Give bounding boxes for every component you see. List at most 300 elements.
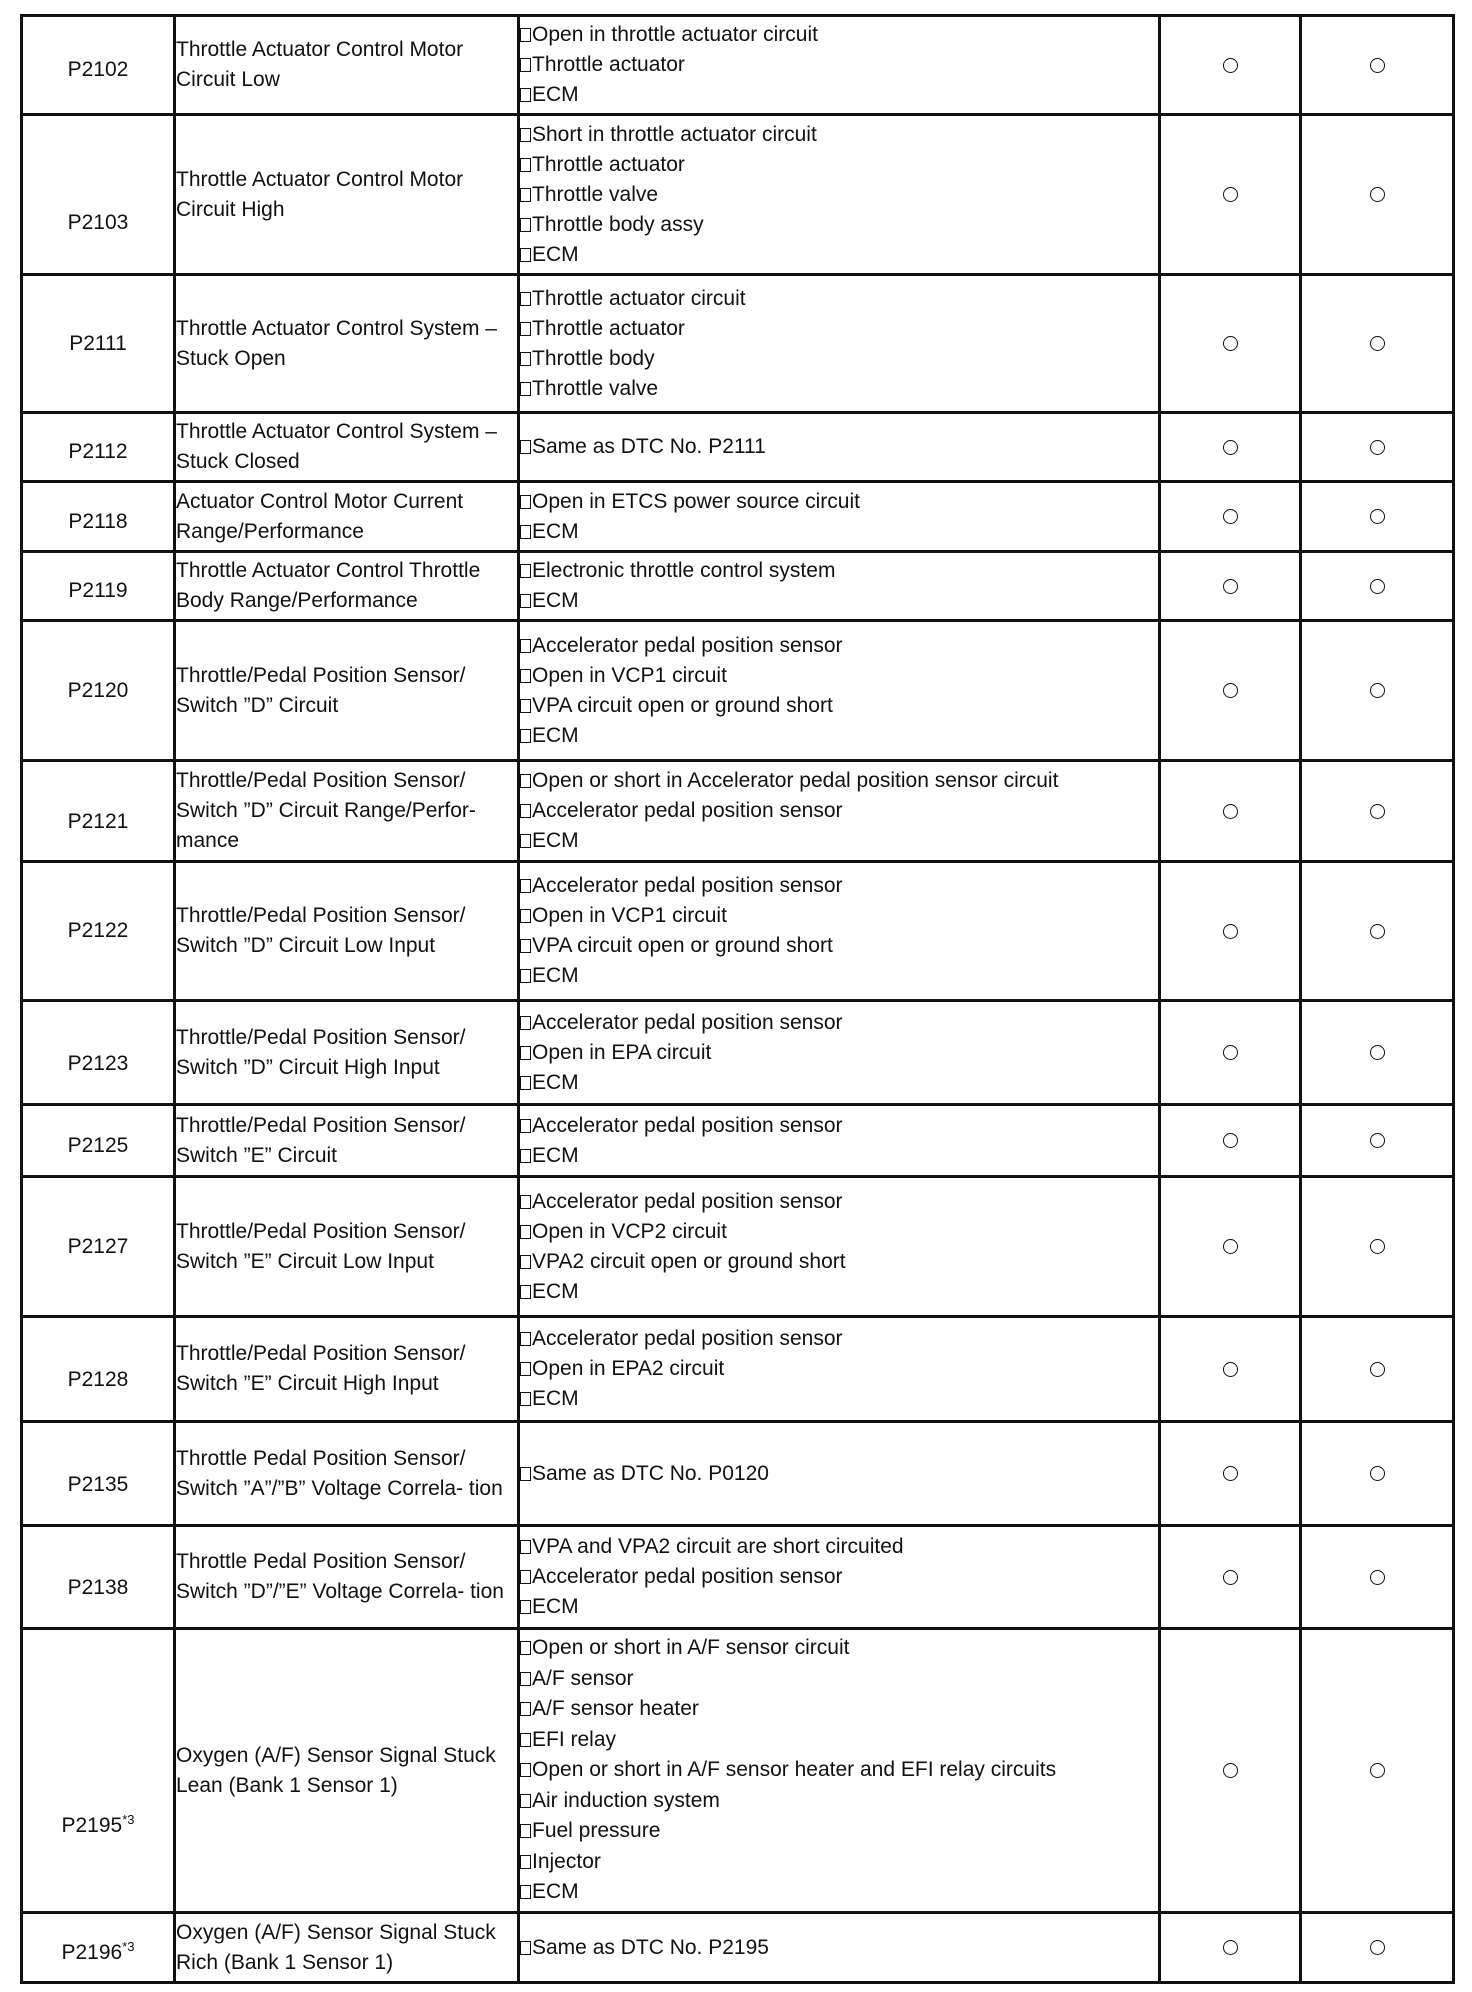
circle-icon [1370, 336, 1385, 351]
list-item [520, 150, 1158, 180]
trouble-area-text: ECM [532, 242, 579, 266]
dtc-code: P2121 [67, 810, 129, 833]
dtc-code: P2128 [67, 1368, 129, 1391]
mil-cell [1160, 115, 1301, 275]
trouble-area-text: Throttle actuator circuit [532, 286, 746, 310]
checkbox-icon [520, 1794, 531, 1808]
list-item [520, 432, 1158, 462]
trouble-area-list [519, 413, 1160, 482]
trouble-area-text: Throttle body [532, 346, 655, 370]
trouble-area-text: Accelerator pedal position sensor [532, 1327, 843, 1350]
trouble-area-text: Open in VCP1 circuit [532, 904, 727, 927]
memory-cell [1301, 413, 1454, 482]
footnote-mark: *3 [122, 1811, 135, 1827]
table-row [22, 552, 1454, 621]
dtc-code-cell [22, 16, 175, 115]
checkbox-icon [520, 1702, 531, 1716]
checkbox-icon [520, 218, 531, 232]
table-row [22, 1105, 1454, 1177]
footnote-mark: *3 [122, 1938, 135, 1954]
trouble-area-text: Fuel pressure [532, 1819, 661, 1843]
checkbox-icon [520, 28, 531, 42]
trouble-area-text: A/F sensor [532, 1666, 634, 1690]
circle-icon [1223, 1239, 1238, 1254]
detection-item: Throttle/Pedal Position Sensor/ Switch ”E” Circuit High Input [175, 1317, 519, 1422]
trouble-area-text: ECM [532, 519, 579, 543]
circle-icon [1370, 579, 1385, 594]
trouble-area-text: Throttle body assy [532, 212, 704, 236]
trouble-area-text: ECM [532, 1279, 579, 1303]
trouble-area-text: Throttle valve [532, 182, 659, 206]
trouble-area-list [519, 1526, 1160, 1629]
detection-item: Throttle/Pedal Position Sensor/ Switch ”D” Circuit [175, 621, 519, 761]
checkbox-icon [520, 1855, 531, 1869]
checkbox-icon [520, 879, 531, 893]
list-item [520, 1068, 1158, 1098]
table-row [22, 761, 1454, 862]
dtc-code-cell [22, 1177, 175, 1317]
circle-icon [1370, 1763, 1385, 1778]
list-item [520, 1354, 1158, 1384]
dtc-code: P2111 [69, 331, 127, 355]
circle-icon [1370, 1133, 1385, 1148]
trouble-area-list [519, 1001, 1160, 1105]
list-item [520, 1694, 1158, 1725]
trouble-area-text: Open in ETCS power source circuit [532, 489, 860, 513]
circle-icon [1370, 440, 1385, 455]
list-item [520, 931, 1158, 961]
circle-icon [1223, 924, 1238, 939]
circle-icon [1370, 683, 1385, 698]
checkbox-icon [520, 322, 531, 336]
list-item [520, 1459, 1158, 1489]
list-item [520, 1592, 1158, 1622]
checkbox-icon [520, 564, 531, 578]
table-row [22, 16, 1454, 115]
mil-cell [1160, 862, 1301, 1001]
circle-icon [1223, 1570, 1238, 1585]
trouble-area-text: A/F sensor heater [532, 1697, 699, 1721]
list-item [520, 826, 1158, 856]
mil-cell [1160, 1526, 1301, 1629]
trouble-area-text: ECM [532, 964, 579, 987]
trouble-area-text: VPA2 circuit open or ground short [532, 1249, 846, 1273]
memory-cell [1301, 482, 1454, 552]
circle-icon [1223, 1133, 1238, 1148]
table-row [22, 1422, 1454, 1526]
checkbox-icon [520, 1763, 531, 1777]
checkbox-icon [520, 1540, 531, 1554]
mil-cell [1160, 1913, 1301, 1983]
checkbox-icon [520, 909, 531, 923]
list-item [520, 721, 1158, 751]
checkbox-icon [520, 495, 531, 509]
dtc-code-cell [22, 115, 175, 275]
circle-icon [1370, 58, 1385, 73]
trouble-area-text: Open or short in Accelerator pedal position sensor circuit [532, 769, 1059, 792]
dtc-code-cell [22, 1422, 175, 1526]
table-row [22, 1629, 1454, 1913]
list-item [520, 796, 1158, 826]
dtc-code-cell [22, 1001, 175, 1105]
checkbox-icon [520, 1149, 531, 1163]
detection-item: Throttle Actuator Control Motor Circuit High [175, 115, 519, 275]
trouble-area-text: Throttle actuator [532, 53, 685, 76]
dtc-code: P2118 [68, 509, 128, 533]
list-item [520, 1384, 1158, 1414]
dtc-code: P2125 [67, 1133, 129, 1157]
list-item [520, 1247, 1158, 1277]
checkbox-icon [520, 669, 531, 683]
mil-cell [1160, 761, 1301, 862]
memory-cell [1301, 552, 1454, 621]
circle-icon [1223, 336, 1238, 351]
trouble-area-text: ECM [532, 1387, 579, 1410]
table-row [22, 1526, 1454, 1629]
trouble-area-text: ECM [532, 723, 579, 747]
memory-cell [1301, 16, 1454, 115]
detection-item: Oxygen (A/F) Sensor Signal Stuck Rich (Bank 1 Sensor 1) [175, 1913, 519, 1983]
list-item [520, 1141, 1158, 1171]
list-item [520, 1633, 1158, 1664]
circle-icon [1223, 440, 1238, 455]
trouble-area-text: Open or short in A/F sensor heater and EFI relay circuits [532, 1758, 1057, 1782]
detection-item: Throttle Pedal Position Sensor/ Switch ”D”/”E” Voltage Correla- tion [175, 1526, 519, 1629]
list-item [520, 180, 1158, 210]
checkbox-icon [520, 1046, 531, 1060]
dtc-code: P2122 [67, 919, 129, 942]
dtc-table-page [20, 14, 1455, 1984]
list-item [520, 871, 1158, 901]
dtc-code-cell [22, 761, 175, 862]
dtc-code: P2103 [67, 210, 129, 234]
list-item [520, 487, 1158, 517]
circle-icon [1370, 187, 1385, 202]
trouble-area-text: Accelerator pedal position sensor [532, 1010, 843, 1034]
list-item [520, 1111, 1158, 1141]
trouble-area-text: Open in EPA circuit [532, 1040, 712, 1064]
circle-icon [1370, 1570, 1385, 1585]
checkbox-icon [520, 248, 531, 262]
checkbox-icon [520, 1641, 531, 1655]
dtc-code: P2112 [68, 440, 128, 463]
checkbox-icon [520, 639, 531, 653]
circle-icon [1223, 187, 1238, 202]
checkbox-icon [520, 1885, 531, 1899]
trouble-area-list [519, 1177, 1160, 1317]
trouble-area-text: Open in throttle actuator circuit [532, 23, 818, 46]
checkbox-icon [520, 1570, 531, 1584]
trouble-area-text: Accelerator pedal position sensor [532, 1565, 843, 1588]
dtc-code: P2196 [61, 1940, 123, 1964]
memory-cell [1301, 275, 1454, 413]
memory-cell [1301, 1913, 1454, 1983]
detection-item: Throttle Actuator Control System – Stuck Closed [175, 413, 519, 482]
checkbox-icon [520, 774, 531, 788]
dtc-code-cell [22, 552, 175, 621]
checkbox-icon [520, 382, 531, 396]
list-item [520, 586, 1158, 616]
memory-cell [1301, 1629, 1454, 1913]
checkbox-icon [520, 1672, 531, 1686]
memory-cell [1301, 621, 1454, 761]
checkbox-icon [520, 594, 531, 608]
list-item [520, 961, 1158, 991]
checkbox-icon [520, 188, 531, 202]
detection-item: Throttle/Pedal Position Sensor/ Switch ”D” Circuit High Input [175, 1001, 519, 1105]
checkbox-icon [520, 804, 531, 818]
circle-icon [1223, 804, 1238, 819]
table-row [22, 1913, 1454, 1983]
mil-cell [1160, 1001, 1301, 1105]
mil-cell [1160, 552, 1301, 621]
circle-icon [1223, 1940, 1238, 1955]
trouble-area-list [519, 621, 1160, 761]
dtc-code-cell [22, 1317, 175, 1422]
memory-cell [1301, 1105, 1454, 1177]
list-item [520, 1847, 1158, 1878]
trouble-area-text: Throttle actuator [532, 316, 685, 340]
list-item [520, 901, 1158, 931]
checkbox-icon [520, 834, 531, 848]
circle-icon [1370, 1239, 1385, 1254]
dtc-code: P2135 [67, 1472, 129, 1496]
checkbox-icon [520, 128, 531, 142]
circle-icon [1223, 58, 1238, 73]
list-item [520, 284, 1158, 314]
detection-item: Throttle Pedal Position Sensor/ Switch ”A”/”B” Voltage Correla- tion [175, 1422, 519, 1526]
checkbox-icon [520, 1255, 531, 1269]
checkbox-icon [520, 1824, 531, 1838]
table-row [22, 482, 1454, 552]
checkbox-icon [520, 1285, 531, 1299]
detection-item: Throttle/Pedal Position Sensor/ Switch ”E” Circuit [175, 1105, 519, 1177]
list-item [520, 631, 1158, 661]
memory-cell [1301, 761, 1454, 862]
checkbox-icon [520, 1362, 531, 1376]
trouble-area-text: Same as DTC No. P2111 [532, 435, 766, 458]
checkbox-icon [520, 1467, 531, 1481]
trouble-area-text: VPA circuit open or ground short [532, 693, 833, 717]
dtc-code-cell [22, 1526, 175, 1629]
detection-item: Throttle Actuator Control Motor Circuit Low [175, 16, 519, 115]
mil-cell [1160, 16, 1301, 115]
table-row [22, 862, 1454, 1001]
trouble-area-text: Accelerator pedal position sensor [532, 1189, 843, 1213]
trouble-area-list [519, 862, 1160, 1001]
trouble-area-text: Open in VCP2 circuit [532, 1219, 727, 1243]
list-item [520, 1877, 1158, 1908]
table-row [22, 1317, 1454, 1422]
circle-icon [1370, 804, 1385, 819]
list-item [520, 1933, 1158, 1963]
checkbox-icon [520, 1332, 531, 1346]
trouble-area-text: Same as DTC No. P0120 [532, 1461, 769, 1485]
list-item [520, 1725, 1158, 1756]
trouble-area-text: Electronic throttle control system [532, 559, 836, 582]
circle-icon [1223, 683, 1238, 698]
table-row [22, 1177, 1454, 1317]
circle-icon [1223, 509, 1238, 524]
trouble-area-text: VPA circuit open or ground short [532, 934, 833, 957]
dtc-code-cell [22, 1913, 175, 1983]
list-item [520, 766, 1158, 796]
mil-cell [1160, 1105, 1301, 1177]
list-item [520, 1038, 1158, 1068]
table-row [22, 413, 1454, 482]
circle-icon [1223, 579, 1238, 594]
table-row [22, 1001, 1454, 1105]
list-item [520, 20, 1158, 50]
list-item [520, 240, 1158, 270]
checkbox-icon [520, 1733, 531, 1747]
trouble-area-text: Short in throttle actuator circuit [532, 122, 817, 146]
circle-icon [1223, 1466, 1238, 1481]
list-item [520, 1008, 1158, 1038]
circle-icon [1223, 1763, 1238, 1778]
circle-icon [1370, 1362, 1385, 1377]
checkbox-icon [520, 352, 531, 366]
memory-cell [1301, 862, 1454, 1001]
dtc-code-cell [22, 1105, 175, 1177]
memory-cell [1301, 1001, 1454, 1105]
mil-cell [1160, 621, 1301, 761]
checkbox-icon [520, 1600, 531, 1614]
dtc-code-cell [22, 413, 175, 482]
trouble-area-text: ECM [532, 83, 579, 106]
list-item [520, 1786, 1158, 1817]
circle-icon [1370, 924, 1385, 939]
trouble-area-text: ECM [532, 829, 579, 852]
checkbox-icon [520, 1195, 531, 1209]
trouble-area-list [519, 115, 1160, 275]
dtc-code: P2119 [68, 579, 128, 602]
dtc-code-cell [22, 1629, 175, 1913]
trouble-area-text: ECM [532, 1595, 579, 1618]
list-item [520, 1562, 1158, 1592]
list-item [520, 344, 1158, 374]
dtc-code: P2127 [67, 1234, 129, 1258]
checkbox-icon [520, 699, 531, 713]
trouble-area-text: ECM [532, 589, 579, 612]
table-row [22, 115, 1454, 275]
detection-item: Actuator Control Motor Current Range/Performance [175, 482, 519, 552]
detection-item: Throttle/Pedal Position Sensor/ Switch ”E” Circuit Low Input [175, 1177, 519, 1317]
mil-cell [1160, 1422, 1301, 1526]
checkbox-icon [520, 939, 531, 953]
list-item [520, 1187, 1158, 1217]
trouble-area-text: ECM [532, 1143, 579, 1167]
trouble-area-list [519, 1629, 1160, 1913]
trouble-area-list [519, 275, 1160, 413]
trouble-area-text: Open in EPA2 circuit [532, 1357, 725, 1380]
list-item [520, 210, 1158, 240]
list-item [520, 1664, 1158, 1695]
checkbox-icon [520, 1225, 531, 1239]
list-item [520, 120, 1158, 150]
checkbox-icon [520, 88, 531, 102]
list-item [520, 1532, 1158, 1562]
list-item [520, 1324, 1158, 1354]
circle-icon [1223, 1362, 1238, 1377]
trouble-area-text: Accelerator pedal position sensor [532, 874, 843, 897]
dtc-code: P2123 [67, 1051, 129, 1075]
detection-item: Throttle Actuator Control System – Stuck Open [175, 275, 519, 413]
detection-item: Throttle/Pedal Position Sensor/ Switch ”D” Circuit Low Input [175, 862, 519, 1001]
trouble-area-list [519, 552, 1160, 621]
circle-icon [1370, 1045, 1385, 1060]
table-row [22, 275, 1454, 413]
trouble-area-text: Throttle valve [532, 376, 659, 400]
checkbox-icon [520, 440, 531, 454]
detection-item: Oxygen (A/F) Sensor Signal Stuck Lean (Bank 1 Sensor 1) [175, 1629, 519, 1913]
trouble-area-list [519, 761, 1160, 862]
list-item [520, 374, 1158, 404]
dtc-code-cell [22, 621, 175, 761]
dtc-table [20, 14, 1455, 1984]
list-item [520, 1755, 1158, 1786]
trouble-area-list [519, 482, 1160, 552]
mil-cell [1160, 1177, 1301, 1317]
trouble-area-list [519, 1317, 1160, 1422]
list-item [520, 556, 1158, 586]
checkbox-icon [520, 1392, 531, 1406]
trouble-area-text: ECM [532, 1070, 579, 1094]
trouble-area-text: Accelerator pedal position sensor [532, 633, 843, 657]
checkbox-icon [520, 969, 531, 983]
checkbox-icon [520, 1941, 531, 1955]
memory-cell [1301, 1177, 1454, 1317]
trouble-area-text: Open in VCP1 circuit [532, 663, 727, 687]
checkbox-icon [520, 158, 531, 172]
circle-icon [1370, 1940, 1385, 1955]
dtc-code: P2120 [67, 678, 129, 702]
memory-cell [1301, 1422, 1454, 1526]
dtc-code: P2195 [61, 1813, 123, 1837]
trouble-area-text: Air induction system [532, 1788, 720, 1812]
circle-icon [1370, 509, 1385, 524]
trouble-area-text: Same as DTC No. P2195 [532, 1935, 769, 1959]
dtc-code: P2102 [67, 58, 129, 81]
trouble-area-list [519, 1422, 1160, 1526]
trouble-area-list [519, 16, 1160, 115]
trouble-area-text: Open or short in A/F sensor circuit [532, 1636, 850, 1660]
trouble-area-text: Injector [532, 1849, 601, 1873]
trouble-area-text: EFI relay [532, 1727, 617, 1751]
mil-cell [1160, 1629, 1301, 1913]
memory-cell [1301, 115, 1454, 275]
detection-item: Throttle/Pedal Position Sensor/ Switch ”D” Circuit Range/Perfor- mance [175, 761, 519, 862]
memory-cell [1301, 1317, 1454, 1422]
list-item [520, 1816, 1158, 1847]
checkbox-icon [520, 1076, 531, 1090]
dtc-code-cell [22, 482, 175, 552]
dtc-code: P2138 [67, 1576, 129, 1599]
list-item [520, 80, 1158, 110]
list-item [520, 50, 1158, 80]
mil-cell [1160, 275, 1301, 413]
checkbox-icon [520, 525, 531, 539]
trouble-area-text: Throttle actuator [532, 152, 685, 176]
checkbox-icon [520, 58, 531, 72]
dtc-code-cell [22, 275, 175, 413]
checkbox-icon [520, 1016, 531, 1030]
checkbox-icon [520, 729, 531, 743]
circle-icon [1223, 1045, 1238, 1060]
detection-item: Throttle Actuator Control Throttle Body Range/Performance [175, 552, 519, 621]
trouble-area-list [519, 1105, 1160, 1177]
circle-icon [1370, 1466, 1385, 1481]
